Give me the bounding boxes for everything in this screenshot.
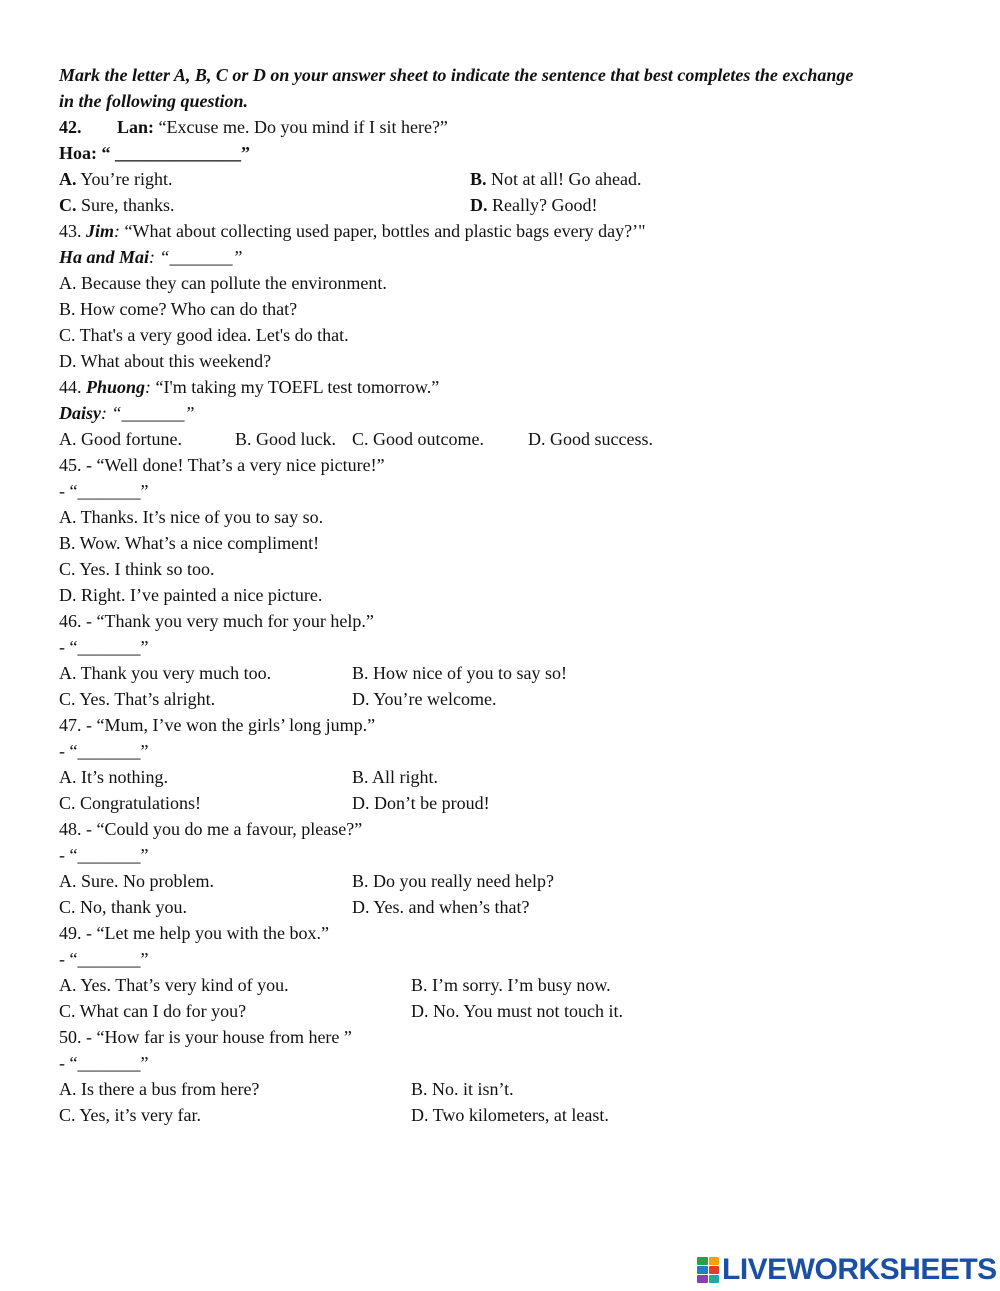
option-a[interactable]: A. Thank you very much too. [59,663,272,683]
question-49-options-row-1 [59,972,959,998]
option-b[interactable]: B. How come? Who can do that? [59,299,298,319]
option-letter: A. [59,169,77,189]
question-47-options-row-2 [59,790,959,816]
option-a[interactable]: A. Is there a bus from here? [59,1079,260,1099]
option-d[interactable]: D. You’re welcome. [352,689,497,709]
question-48-prompt: 48. - “Could you do me a favour, please?” [59,819,363,839]
question-49-options-row-2 [59,998,959,1024]
logo-block [697,1257,708,1265]
question-44-options-row [59,426,959,452]
option-a[interactable]: A. It’s nothing. [59,767,169,787]
option-d[interactable]: D. Two kilometers, at least. [411,1105,609,1125]
option-d[interactable]: D. What about this weekend? [59,351,272,371]
answer-blank: - “_______” [59,481,149,501]
option-c[interactable]: C. Yes. I think so too. [59,559,215,579]
option-a[interactable]: A. Good fortune. [59,429,182,449]
option-text: Sure, thanks. [76,195,175,215]
option-c[interactable]: C. Congratulations! [59,793,201,813]
question-46-options-row-1 [59,660,959,686]
worksheet [59,62,959,1128]
logo-block [709,1257,720,1265]
option-b[interactable]: B. Good luck. [235,429,336,449]
option-b[interactable]: B. Do you really need help? [352,871,554,891]
prompt-text: “I'm taking my TOEFL test tomorrow.” [151,377,440,397]
question-number: 43. [59,221,86,241]
question-42-options-row-2 [59,192,959,218]
option-c[interactable]: C. What can I do for you? [59,1001,247,1021]
logo-block [709,1266,720,1274]
question-48-options-row-1 [59,868,959,894]
question-44-prompt [59,374,959,400]
instruction-line-2: in the following question. [59,91,249,111]
responder-name: Daisy [59,403,101,423]
option-c[interactable]: C. Good outcome. [352,429,484,449]
question-42-options-row-1 [59,166,959,192]
option-d[interactable] [470,192,597,218]
answer-blank: : “_______” [149,247,243,267]
option-text: Really? Good! [487,195,598,215]
answer-blank: - “_______” [59,949,149,969]
question-48-options-row-2 [59,894,959,920]
option-letter: D. [470,195,488,215]
colon: : [145,377,152,397]
option-letter: B. [470,169,487,189]
option-a[interactable]: A. Thanks. It’s nice of you to say so. [59,507,324,527]
question-46-prompt: 46. - “Thank you very much for your help.” [59,611,374,631]
option-c[interactable]: C. No, thank you. [59,897,187,917]
question-42-responder: Hoa: “ ______________” [59,143,250,163]
logo-block [697,1266,708,1274]
option-d[interactable]: D. Yes. and when’s that? [352,897,530,917]
logo-wordmark: LIVEWORKSHEETS [722,1253,997,1286]
question-43-prompt [59,218,959,244]
liveworksheets-logo-icon [697,1257,719,1283]
logo-block [697,1275,708,1283]
option-a[interactable]: A. Because they can pollute the environment. [59,273,387,293]
option-d[interactable]: D. Right. I’ve painted a nice picture. [59,585,323,605]
question-42-prompt [59,114,959,140]
speaker-name: Lan: [117,117,155,137]
speaker-name: Phuong [86,377,146,397]
option-a[interactable] [59,166,173,192]
option-c[interactable]: C. Yes. That’s alright. [59,689,216,709]
option-b[interactable]: B. Wow. What’s a nice compliment! [59,533,320,553]
answer-blank: - “_______” [59,845,149,865]
option-b[interactable]: B. No. it isn’t. [411,1079,514,1099]
option-d[interactable]: D. Don’t be proud! [352,793,490,813]
option-a[interactable]: A. Sure. No problem. [59,871,214,891]
option-b[interactable]: B. I’m sorry. I’m busy now. [411,975,611,995]
responder-name: Ha and Mai [59,247,150,267]
question-50-options-row-1 [59,1076,959,1102]
option-text: Not at all! Go ahead. [486,169,642,189]
answer-blank: - “_______” [59,637,149,657]
question-49-prompt: 49. - “Let me help you with the box.” [59,923,329,943]
option-text: You’re right. [76,169,173,189]
question-50-options-row-2 [59,1102,959,1128]
logo-block [709,1275,720,1283]
option-d[interactable]: D. No. You must not touch it. [411,1001,624,1021]
option-c[interactable]: C. That's a very good idea. Let's do that. [59,325,349,345]
option-letter: C. [59,195,77,215]
question-45-prompt: 45. - “Well done! That’s a very nice picture!” [59,455,385,475]
option-b[interactable]: B. How nice of you to say so! [352,663,567,683]
option-b[interactable] [470,166,641,192]
speaker-name: Jim [86,221,115,241]
option-c[interactable] [59,192,175,218]
prompt-text: “What about collecting used paper, bottles and plastic bags every day?’" [120,221,646,241]
instruction-line-1: Mark the letter A, B, C or D on your answer sheet to indicate the sentence that best completes the exchange [59,65,854,85]
option-b[interactable]: B. All right. [352,767,439,787]
question-47-options-row-1 [59,764,959,790]
colon: : [114,221,121,241]
answer-blank: - “_______” [59,1053,149,1073]
question-number: 42. [59,117,82,137]
answer-blank: - “_______” [59,741,149,761]
question-46-options-row-2 [59,686,959,712]
option-c[interactable]: C. Yes, it’s very far. [59,1105,202,1125]
question-number: 44. [59,377,86,397]
question-43-responder [59,244,959,270]
question-44-responder [59,400,959,426]
question-50-prompt: 50. - “How far is your house from here ” [59,1027,352,1047]
question-47-prompt: 47. - “Mum, I’ve won the girls’ long jump.” [59,715,376,735]
prompt-text: “Excuse me. Do you mind if I sit here?” [154,117,448,137]
option-a[interactable]: A. Yes. That’s very kind of you. [59,975,289,995]
option-d[interactable]: D. Good success. [528,429,653,449]
liveworksheets-logo[interactable] [697,1253,997,1287]
answer-blank: : “_______” [101,403,195,423]
